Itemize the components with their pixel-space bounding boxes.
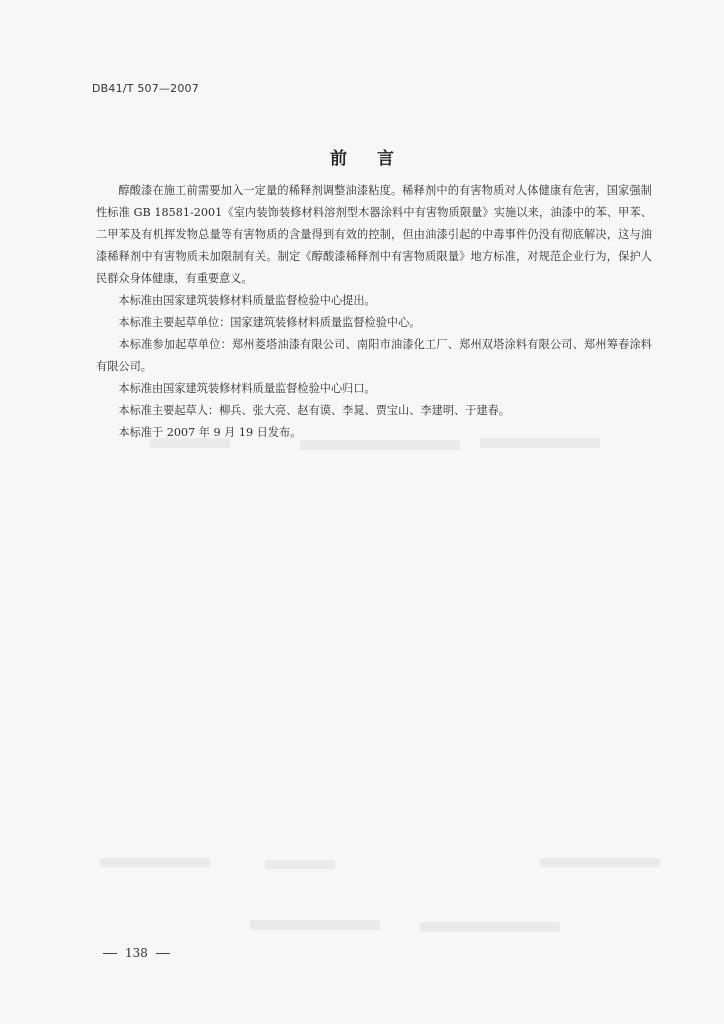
dash-left bbox=[103, 953, 117, 954]
paragraph-proposer: 本标准由国家建筑装修材料质量监督检验中心提出。 bbox=[118, 294, 376, 307]
bleed-through-mark bbox=[250, 920, 380, 930]
paragraph-release-date: 本标准于 2007 年 9 月 19 日发布。 bbox=[118, 426, 302, 439]
paragraph-main-drafters: 本标准主要起草人：柳兵、张大亮、赵有谟、李晁、贾宝山、李建明、于建春。 bbox=[118, 404, 510, 417]
bleed-through-mark bbox=[420, 922, 560, 932]
paragraph-centralized-unit: 本标准由国家建筑装修材料质量监督检验中心归口。 bbox=[118, 382, 376, 395]
paragraph-intro: 醇酸漆在施工前需要加入一定量的稀释剂调整油漆粘度。稀释剂中的有害物质对人体健康有危害，国家强制性标准 GB 18581-2001《室内装饰装修材料溶剂型木器涂料中有害物质限量》实施以来，油漆中的苯、甲苯、二甲苯及有机挥发物总量等有害物质的含量得到有效的控制，但由油漆引起的中毒事件仍没有彻底解决，这与油漆稀释剂中有害物质未加限制有关。制定《醇酸漆稀释剂中有害物质限量》地方标准，对规范企业行为，保护人民群众身体健康，有重要意义。 bbox=[96, 184, 652, 285]
standard-code: DB41/T 507—2007 bbox=[92, 82, 199, 95]
document-body bbox=[96, 180, 652, 444]
bleed-through-mark bbox=[540, 858, 660, 867]
bleed-through-mark bbox=[265, 860, 335, 869]
paragraph-participating-units: 本标准参加起草单位：郑州菱塔油漆有限公司、南阳市油漆化工厂、郑州双塔涂料有限公司、郑州筹春涂料有限公司。 bbox=[96, 338, 652, 373]
page-number bbox=[103, 946, 170, 960]
page-title: 前言 bbox=[330, 149, 424, 169]
page-number-value: 138 bbox=[125, 946, 148, 960]
dash-right bbox=[156, 953, 170, 954]
paragraph-main-drafter-unit: 本标准主要起草单位：国家建筑装修材料质量监督检验中心。 bbox=[118, 316, 421, 329]
bleed-through-mark bbox=[100, 858, 210, 867]
